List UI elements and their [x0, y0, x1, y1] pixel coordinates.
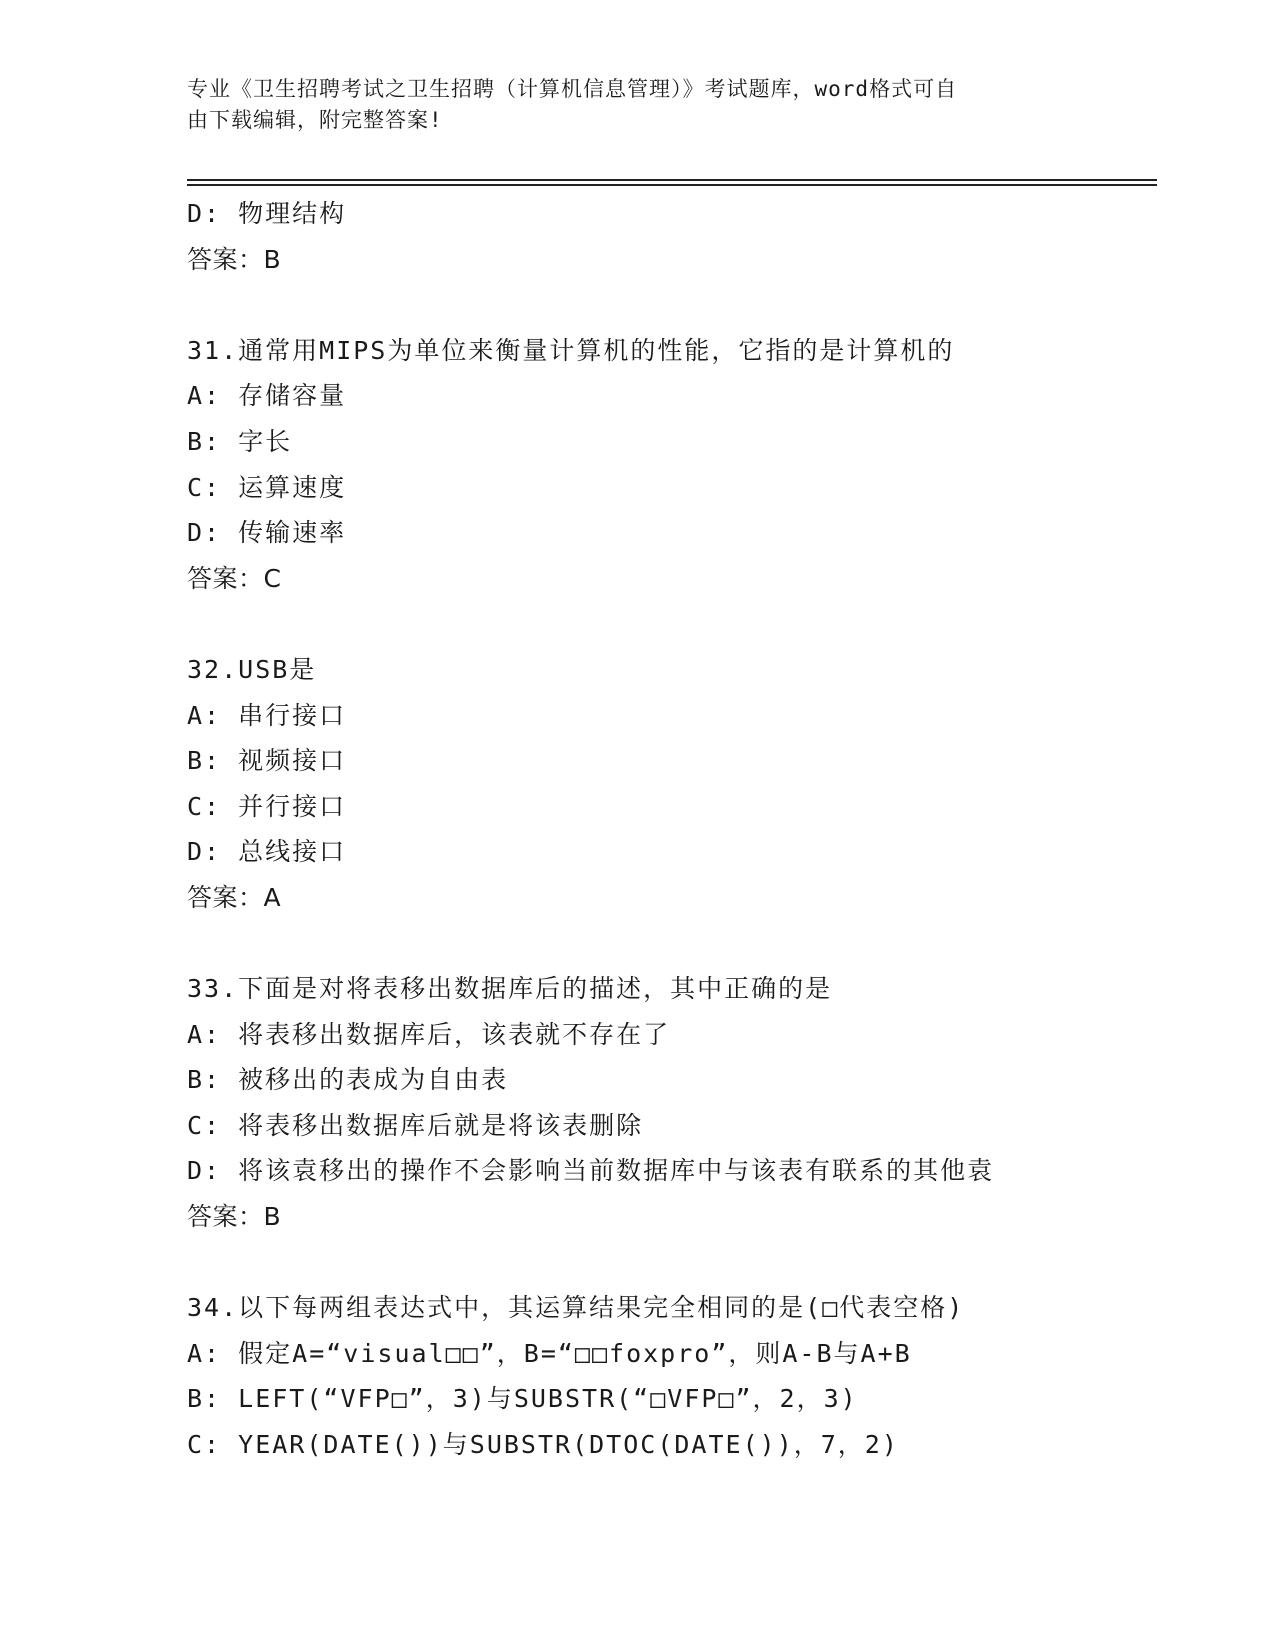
option-line: D: 传输速率	[187, 518, 347, 548]
option-line: A: 存储容量	[187, 381, 347, 411]
option-line: B: 字长	[187, 426, 293, 456]
option-line: C: YEAR(DATE())与SUBSTR(DTOC(DATE())，7，2)	[187, 1430, 899, 1460]
header-divider-bottom	[187, 184, 1157, 186]
answer-line: 答案：B	[187, 1202, 282, 1232]
option-line: B: LEFT(“VFP□”，3)与SUBSTR(“□VFP□”，2，3)	[187, 1384, 858, 1414]
document-header	[187, 74, 1087, 136]
spacer	[187, 1240, 1147, 1286]
header-divider-top	[187, 179, 1157, 181]
spacer	[187, 921, 1147, 967]
spacer	[187, 282, 1147, 328]
header-line-2: 由下载编辑，附完整答案!	[187, 108, 443, 132]
option-line: D: 物理结构	[187, 199, 347, 228]
question-stem: 32.USB是	[187, 654, 317, 684]
answer-line: 答案：C	[187, 563, 282, 593]
option-line: D: 总线接口	[187, 837, 347, 867]
option-line: C: 运算速度	[187, 472, 347, 502]
option-line: B: 被移出的表成为自由表	[187, 1065, 509, 1095]
header-line-1: 专业《卫生招聘考试之卫生招聘（计算机信息管理）》考试题库，word格式可自	[187, 77, 958, 101]
option-line: A: 串行接口	[187, 700, 347, 730]
option-line: A: 将表移出数据库后，该表就不存在了	[187, 1019, 671, 1049]
spacer	[187, 601, 1147, 647]
question-content	[187, 191, 1147, 1468]
answer-line: 答案：A	[187, 882, 282, 912]
question-stem: 34.以下每两组表达式中，其运算结果完全相同的是(□代表空格)	[187, 1293, 965, 1323]
option-line: C: 将表移出数据库后就是将该表删除	[187, 1110, 644, 1140]
option-line: C: 并行接口	[187, 791, 347, 821]
option-line: D: 将该袁移出的操作不会影响当前数据库中与该表有联系的其他袁	[187, 1156, 995, 1186]
answer-line: 答案：B	[187, 244, 282, 274]
question-stem: 31.通常用MIPS为单位来衡量计算机的性能，它指的是计算机的	[187, 335, 955, 365]
question-stem: 33.下面是对将表移出数据库后的描述，其中正确的是	[187, 974, 833, 1004]
option-line: A: 假定A=“visual□□”，B=“□□foxpro”，则A-B与A+B	[187, 1338, 912, 1368]
option-line: B: 视频接口	[187, 746, 347, 776]
